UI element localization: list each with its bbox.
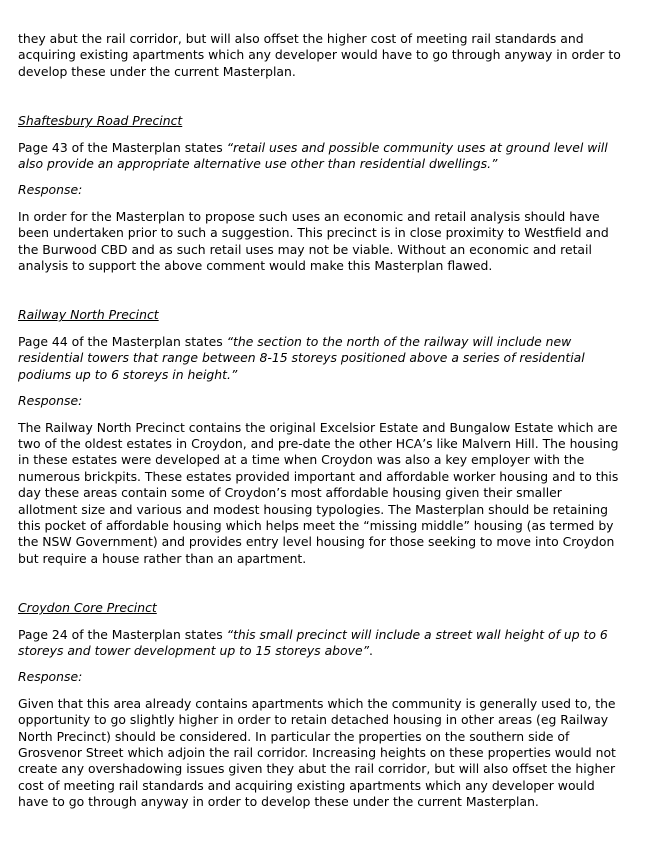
response-paragraph: Given that this area already contains apartments which the community is generally used to, the opportunity to go slightly higher in order to retain detached housing in other areas (eg Railway North Precinct) should be considered. In particular the properties on the southern side of Grosvenor Street which adjoin the rail corridor. Increasing heights on these properties would not create any overshadowing issues given they abut the rail corridor, but will also offset the higher cost of meeting rail standards and acquiring existing apartments which any developer would have to go through anyway in order to develop these under the current Masterplan.: [18, 695, 616, 810]
intro-paragraph: they abut the rail corridor, but will also offset the higher cost of meeting rail standards and acquiring existing apartments which any developer would have to go through anyway in order to develop these under the current Masterplan.: [18, 31, 621, 79]
section-heading: Railway North Precinct: [18, 307, 159, 323]
section-shaftesbury-road: [18, 113, 622, 274]
quote-prefix: Page 24 of the Masterplan states: [18, 626, 227, 642]
masterplan-quote: [18, 627, 622, 660]
response-label: Response:: [18, 182, 83, 198]
section-croydon-core: [18, 600, 622, 810]
response-label: Response:: [18, 393, 83, 409]
quote-text: “the section to the north of the railway will include new residential towers that range between 8-15 storeys positioned above a series of residential podiums up to 6 storeys in height.”: [18, 333, 585, 382]
section-heading: Croydon Core Precinct: [18, 600, 157, 616]
quote-prefix: Page 44 of the Masterplan states: [18, 333, 227, 349]
quote-text: “retail uses and possible community uses at ground level will also provide an appropriate alternative use other than residential dwellings.”: [18, 139, 608, 172]
section-heading: Shaftesbury Road Precinct: [18, 113, 183, 129]
response-paragraph: In order for the Masterplan to propose such uses an economic and retail analysis should have been undertaken prior to such a suggestion. This precinct is in close proximity to Westfield and the Burwood CBD and as such retail uses may not be viable. Without an economic and retail analysis to support the above comment would make this Masterplan flawed.: [18, 208, 609, 274]
response-paragraph: The Railway North Precinct contains the original Excelsior Estate and Bungalow Estate which are two of the oldest estates in Croydon, and pre-date the other HCA’s like Malvern Hill. The housing in these estates were developed at a time when Croydon was also a key employer with the numerous brickpits. These estates provided important and affordable worker housing and to this day these areas contain some of Croydon’s most affordable housing given their smaller allotment size and various and modest housing typologies. The Masterplan should be retaining this pocket of affordable housing which helps meet the “missing middle” housing (as termed by the NSW Government) and provides entry level housing for those seeking to move into Croydon but require a house rather than an apartment.: [18, 419, 619, 566]
quote-text: “this small precinct will include a street wall height of up to 6 storeys and tower development up to 15 storeys above”: [18, 626, 608, 658]
document-page: [18, 31, 622, 811]
quote-suffix: .: [369, 642, 373, 658]
response-label: Response:: [18, 669, 83, 685]
masterplan-quote: [18, 334, 622, 383]
section-railway-north: [18, 307, 622, 567]
masterplan-quote: [18, 140, 622, 173]
quote-prefix: Page 43 of the Masterplan states: [18, 139, 227, 155]
